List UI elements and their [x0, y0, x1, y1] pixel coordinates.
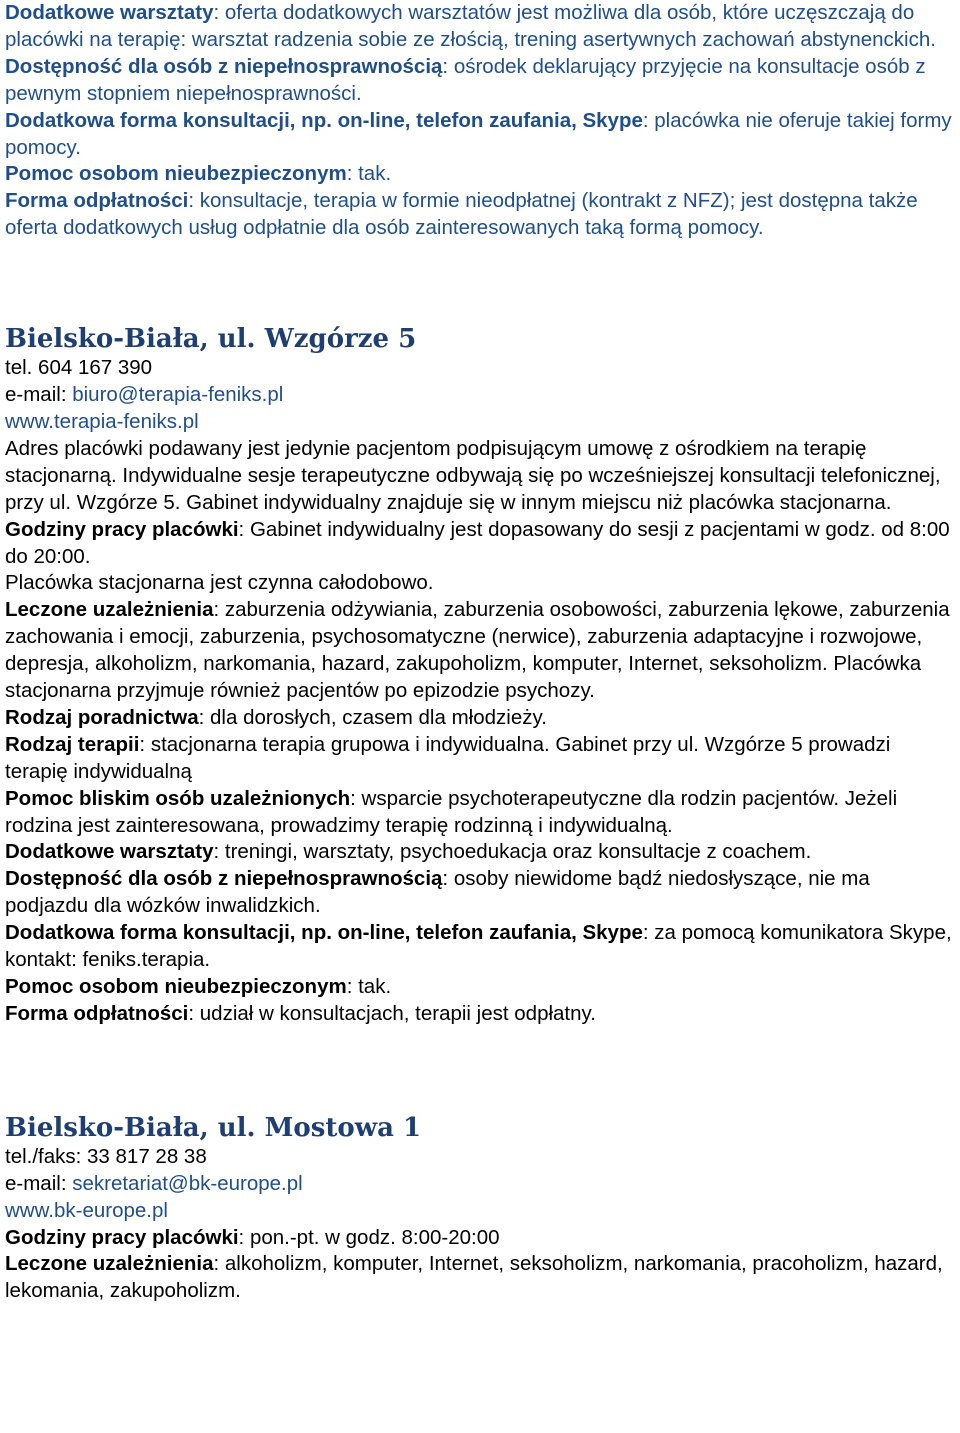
online-consultation-paragraph: [5, 108, 955, 162]
email-link[interactable]: biuro@terapia-feniks.pl: [72, 383, 284, 407]
accessibility2-label: Dostępność dla osób z niepełnosprawnością: [5, 867, 443, 891]
payment-paragraph: [5, 188, 955, 242]
addictions3-paragraph: [5, 1251, 955, 1305]
therapy-paragraph: [5, 732, 955, 786]
hours3-text: : pon.-pt. w godz. 8:00-20:00: [238, 1225, 500, 1249]
family-help-paragraph: [5, 786, 955, 840]
advice-label: Rodzaj poradnictwa: [5, 705, 199, 729]
online2-text: : za pomocą komunikatora Skype, kontakt: feniks.terapia.: [5, 921, 952, 972]
workshops2-label: Dodatkowe warsztaty: [5, 840, 214, 864]
online-consultation-text: : placówka nie oferuje takiej formy pomocy.: [5, 108, 952, 159]
online2-label: Dodatkowa forma konsultacji, np. on-line, telefon zaufania, Skype: [5, 921, 643, 945]
uninsured2-paragraph: [5, 974, 955, 1001]
uninsured-paragraph: [5, 161, 955, 188]
accessibility2-text: : osoby niewidome bądź niedosłyszące, nie ma podjazdu dla wózków inwalidzkich.: [5, 867, 870, 918]
hours-label: Godziny pracy placówki: [5, 517, 239, 541]
online2-paragraph: [5, 920, 955, 974]
section-heading-mostowa: Bielsko-Biała, ul. Mostowa 1: [5, 1112, 422, 1143]
online-consultation-label: Dodatkowa forma konsultacji, np. on-line, telefon zaufania, Skype: [5, 108, 643, 132]
advice-paragraph: [5, 705, 955, 732]
workshops2-text: : treningi, warsztaty, psychoedukacja oraz konsultacje z coachem.: [213, 840, 812, 864]
address-info-paragraph: Adres placówki podawany jest jedynie pacjentom podpisującym umowę z ośrodkiem na terapię stacjonarną. Indywidualne sesje terapeutyczne odbywają się po wcześniejszej konsultacji telefonicznej, przy ul. Wzgórze 5. Gabinet indywidualny znajduje się w innym miejscu niż placówka stacjonarna.: [5, 436, 941, 514]
website-link-2[interactable]: www.bk-europe.pl: [5, 1198, 168, 1222]
uninsured2-label: Pomoc osobom nieubezpieczonym: [5, 975, 347, 998]
accessibility-label: Dostępność dla osób z niepełnosprawnością: [5, 54, 443, 78]
section-heading-wzgorze: Bielsko-Biała, ul. Wzgórze 5: [5, 324, 417, 355]
uninsured-text: : tak.: [346, 162, 392, 186]
hours3-paragraph: [5, 1225, 955, 1252]
website-line: [5, 409, 955, 436]
family-help-text: : wsparcie psychoterapeutyczne dla rodzin pacjentów. Jeżeli rodzina jest zainteresowana, prowadzimy terapię rodzinną i indywidualną.: [5, 786, 898, 837]
email-prefix: e-mail:: [5, 383, 73, 407]
accessibility-paragraph: [5, 54, 955, 108]
uninsured-label: Pomoc osobom nieubezpieczonym: [5, 162, 347, 186]
uninsured2-text: : tak.: [346, 975, 392, 998]
addictions-paragraph: [5, 597, 955, 705]
hours-paragraph: [5, 517, 955, 571]
payment2-text: : udział w konsultacjach, terapii jest odpłatny.: [188, 1001, 596, 1025]
addictions3-text: : alkoholizm, komputer, Internet, seksoholizm, narkomania, pracoholizm, hazard, lekomania, zakupoholizm.: [5, 1252, 943, 1303]
workshops2-paragraph: [5, 839, 955, 866]
advice-text: : dla dorosłych, czasem dla młodzieży.: [198, 705, 547, 729]
accessibility-text: : ośrodek deklarujący przyjęcie na konsultacje osób z pewnym stopniem niepełnosprawności.: [5, 54, 926, 105]
email-link-2[interactable]: sekretariat@bk-europe.pl: [72, 1171, 303, 1195]
hours3-label: Godziny pracy placówki: [5, 1225, 239, 1249]
website-line-2: [5, 1198, 955, 1225]
spacer: [5, 242, 955, 323]
workshops-paragraph: [5, 0, 955, 54]
therapy-label: Rodzaj terapii: [5, 732, 140, 756]
phone-line: tel. 604 167 390: [5, 356, 153, 380]
email-prefix-2: e-mail:: [5, 1171, 73, 1195]
payment-label: Forma odpłatności: [5, 189, 189, 213]
workshops-label: Dodatkowe warsztaty: [5, 1, 214, 24]
phone-fax-line: tel./faks: 33 817 28 38: [5, 1144, 207, 1168]
spacer: [5, 1028, 955, 1112]
open-24h-paragraph: Placówka stacjonarna jest czynna całodobowo.: [5, 571, 434, 595]
addictions-text: : zaburzenia odżywiania, zaburzenia osobowości, zaburzenia lękowe, zaburzenia zachowania i emocji, zaburzenia, psychosomatyczne (nerwice), zaburzenia adaptacyjne i rozwojowe, depresja, alkoholizm, narkomania, hazard, zakupoholizm, komputer, Internet, seksoholizm. Placówka stacjonarna przyjmuje również pacjentów po epizodzie psychozy.: [5, 598, 950, 703]
hours-text: : Gabinet indywidualny jest dopasowany do sesji z pacjentami w godz. od 8:00 do 20:00.: [5, 517, 950, 568]
payment-text: : konsultacje, terapia w formie nieodpłatnej (kontrakt z NFZ); jest dostępna także oferta dodatkowych usług odpłatnie dla osób zainteresowanych taką formą pomocy.: [5, 189, 918, 240]
workshops-text: : oferta dodatkowych warsztatów jest możliwa dla osób, które uczęszczają do placówki na terapię: warsztat radzenia sobie ze złością, trening asertywnych zachowań abstynenckich.: [5, 1, 936, 51]
accessibility2-paragraph: [5, 866, 955, 920]
addictions-label: Leczone uzależnienia: [5, 598, 214, 622]
email-line: [5, 382, 955, 409]
family-help-label: Pomoc bliskim osób uzależnionych: [5, 786, 351, 810]
payment2-paragraph: [5, 1001, 955, 1028]
addictions3-label: Leczone uzależnienia: [5, 1252, 214, 1276]
email-line-2: [5, 1171, 955, 1198]
payment2-label: Forma odpłatności: [5, 1001, 189, 1025]
therapy-text: : stacjonarna terapia grupowa i indywidualna. Gabinet przy ul. Wzgórze 5 prowadzi terapię indywidualną: [5, 732, 891, 783]
website-link[interactable]: www.terapia-feniks.pl: [5, 409, 199, 433]
